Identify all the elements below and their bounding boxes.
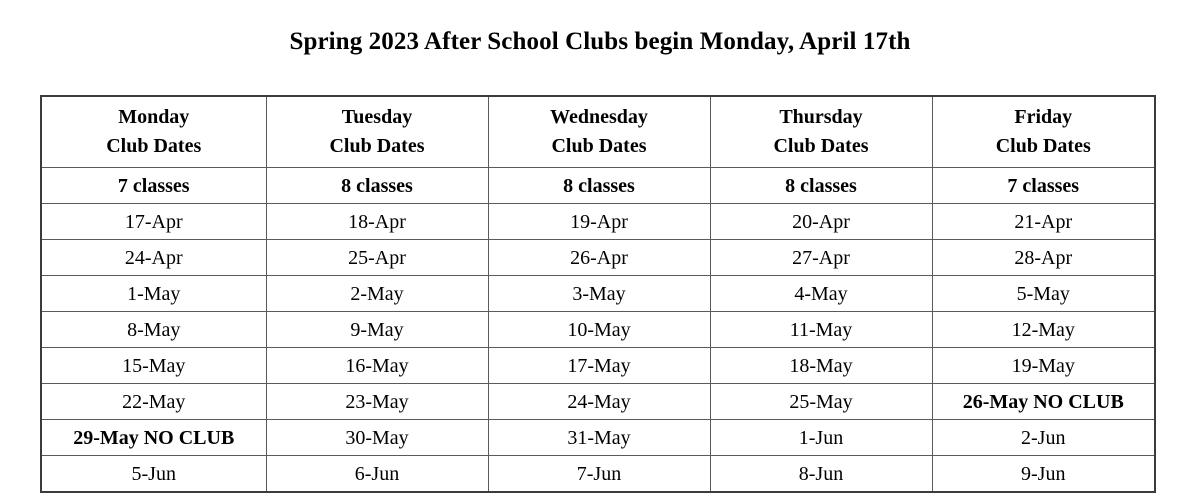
column-header-day-friday: Friday <box>1014 106 1073 128</box>
column-header-sub-thursday: Club Dates <box>773 135 869 157</box>
date-cell-wednesday-6: 24-May <box>488 384 710 420</box>
column-header-wednesday <box>488 96 710 168</box>
column-header-thursday <box>710 96 932 168</box>
date-cell-tuesday-3: 2-May <box>266 276 488 312</box>
date-cell-monday-5: 15-May <box>41 348 266 384</box>
date-cell-tuesday-1: 18-Apr <box>266 204 488 240</box>
table-row <box>41 384 1155 420</box>
date-cell-monday-6: 22-May <box>41 384 266 420</box>
date-cell-friday-4: 12-May <box>932 312 1155 348</box>
date-cell-tuesday-7: 30-May <box>266 420 488 456</box>
table-row <box>41 276 1155 312</box>
date-cell-wednesday-8: 7-Jun <box>488 456 710 493</box>
date-cell-tuesday-4: 9-May <box>266 312 488 348</box>
date-cell-tuesday-5: 16-May <box>266 348 488 384</box>
date-cell-tuesday-8: 6-Jun <box>266 456 488 493</box>
date-cell-tuesday-2: 25-Apr <box>266 240 488 276</box>
column-header-day-wednesday: Wednesday <box>550 106 648 128</box>
date-cell-thursday-7: 1-Jun <box>710 420 932 456</box>
table-row <box>41 204 1155 240</box>
class-count-thursday: 8 classes <box>710 168 932 204</box>
class-count-row <box>41 168 1155 204</box>
table-header-row <box>41 96 1155 168</box>
date-cell-thursday-5: 18-May <box>710 348 932 384</box>
column-header-day-thursday: Thursday <box>779 106 863 128</box>
column-header-sub-friday: Club Dates <box>995 135 1091 157</box>
column-header-sub-wednesday: Club Dates <box>551 135 647 157</box>
date-cell-monday-8: 5-Jun <box>41 456 266 493</box>
date-cell-tuesday-6: 23-May <box>266 384 488 420</box>
table-row <box>41 456 1155 493</box>
date-cell-friday-3: 5-May <box>932 276 1155 312</box>
column-header-friday <box>932 96 1155 168</box>
date-cell-monday-1: 17-Apr <box>41 204 266 240</box>
column-header-sub-tuesday: Club Dates <box>329 135 425 157</box>
date-cell-friday-5: 19-May <box>932 348 1155 384</box>
class-count-tuesday: 8 classes <box>266 168 488 204</box>
date-cell-thursday-1: 20-Apr <box>710 204 932 240</box>
date-cell-monday-2: 24-Apr <box>41 240 266 276</box>
date-cell-friday-2: 28-Apr <box>932 240 1155 276</box>
table-row <box>41 240 1155 276</box>
date-cell-wednesday-7: 31-May <box>488 420 710 456</box>
date-cell-thursday-6: 25-May <box>710 384 932 420</box>
date-cell-thursday-8: 8-Jun <box>710 456 932 493</box>
column-header-day-tuesday: Tuesday <box>341 106 413 128</box>
column-header-sub-monday: Club Dates <box>106 135 202 157</box>
date-cell-monday-7: 29-May NO CLUB <box>41 420 266 456</box>
date-cell-wednesday-4: 10-May <box>488 312 710 348</box>
club-dates-table <box>40 95 1156 493</box>
table-body <box>41 168 1155 493</box>
class-count-friday: 7 classes <box>932 168 1155 204</box>
date-cell-friday-6: 26-May NO CLUB <box>932 384 1155 420</box>
date-cell-wednesday-2: 26-Apr <box>488 240 710 276</box>
table-row <box>41 348 1155 384</box>
date-cell-friday-7: 2-Jun <box>932 420 1155 456</box>
date-cell-monday-3: 1-May <box>41 276 266 312</box>
class-count-wednesday: 8 classes <box>488 168 710 204</box>
date-cell-friday-8: 9-Jun <box>932 456 1155 493</box>
page-title: Spring 2023 After School Clubs begin Monday, April 17th <box>289 28 911 55</box>
date-cell-wednesday-1: 19-Apr <box>488 204 710 240</box>
date-cell-wednesday-5: 17-May <box>488 348 710 384</box>
date-cell-monday-4: 8-May <box>41 312 266 348</box>
date-cell-wednesday-3: 3-May <box>488 276 710 312</box>
column-header-day-monday: Monday <box>118 106 190 128</box>
date-cell-friday-1: 21-Apr <box>932 204 1155 240</box>
class-count-monday: 7 classes <box>41 168 266 204</box>
table-header <box>41 96 1155 168</box>
date-cell-thursday-4: 11-May <box>710 312 932 348</box>
column-header-tuesday <box>266 96 488 168</box>
table-row <box>41 312 1155 348</box>
date-cell-thursday-2: 27-Apr <box>710 240 932 276</box>
column-header-monday <box>41 96 266 168</box>
date-cell-thursday-3: 4-May <box>710 276 932 312</box>
table-row <box>41 420 1155 456</box>
club-dates-table-wrapper <box>40 95 1154 493</box>
